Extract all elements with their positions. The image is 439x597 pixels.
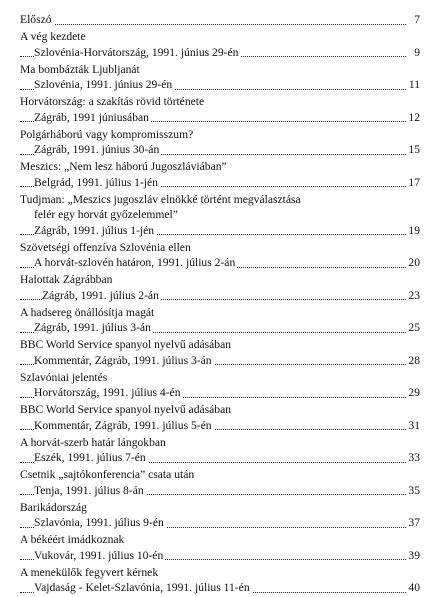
toc-entry xyxy=(20,127,420,158)
toc-entry-text: Szlavóniai jelentés xyxy=(20,370,108,384)
table-of-contents xyxy=(20,12,420,597)
toc-entry-subline xyxy=(20,110,420,126)
toc-entry-text: BBC World Service spanyol nyelvű adásában xyxy=(20,403,232,416)
toc-entry-subline xyxy=(20,483,420,499)
toc-page-number: 39 xyxy=(408,548,420,562)
toc-page-number: 23 xyxy=(408,288,420,302)
toc-page-number: 33 xyxy=(408,451,420,464)
toc-page-number: 12 xyxy=(408,110,420,124)
toc-entry-title xyxy=(20,370,420,386)
toc-entry xyxy=(20,435,420,466)
toc-page-number: 25 xyxy=(408,321,420,334)
toc-entry-subline xyxy=(20,548,420,564)
toc-entry-title xyxy=(20,127,420,143)
toc-entry-title xyxy=(20,192,420,208)
toc-entry-title xyxy=(20,337,420,353)
toc-entry-subline xyxy=(20,353,420,369)
toc-entry-subline xyxy=(20,142,420,158)
toc-entry xyxy=(20,29,420,60)
toc-entry-text: Horvátország, 1991. július 4-én xyxy=(34,386,181,399)
toc-entry-subline xyxy=(20,580,420,596)
toc-entry-text: Szlovénia, 1991. június 29-én xyxy=(34,78,173,91)
toc-entry-title xyxy=(20,467,420,483)
toc-entry-title xyxy=(20,159,420,175)
toc-page-number: 17 xyxy=(408,175,420,189)
toc-entry-text: Ma bombázták Ljubljanát xyxy=(20,62,140,76)
toc-entry-title xyxy=(20,305,420,321)
toc-entry-text: A vég kezdete xyxy=(20,30,86,43)
toc-entry-subline xyxy=(20,207,420,223)
toc-entry-text: Szlavónia, 1991. július 9-én xyxy=(34,516,164,529)
toc-entry-title xyxy=(20,272,420,288)
toc-entry-text: Előszó xyxy=(20,13,52,26)
toc-entry-text: Kommentár, Zágráb, 1991. július 3-án xyxy=(34,353,212,367)
toc-entry-text: Szlovénia-Horvátország, 1991. június 29-én xyxy=(34,45,239,59)
toc-entry-subline xyxy=(20,175,420,191)
toc-page-number: 11 xyxy=(408,78,420,91)
toc-entry xyxy=(20,159,420,190)
toc-entry-text: A horvát-szlovén határon, 1991. július 2-án xyxy=(34,256,236,269)
toc-page-number: 28 xyxy=(408,353,420,367)
toc-entry-text: Vajdaság - Kelet-Szlavónia, 1991. július 11-én xyxy=(34,581,250,594)
toc-entry-text: Tudjman: „Meszics jugoszláv elnökké történt megválasztása xyxy=(20,192,301,206)
toc-entry-subline xyxy=(20,255,420,271)
toc-entry-text: A menekülők fegyvert kérnek xyxy=(20,565,159,579)
toc-page-number: 29 xyxy=(408,386,420,399)
toc-entry-text: Zágráb, 1991. július 3-án xyxy=(34,321,151,334)
toc-entry-title xyxy=(20,532,420,548)
toc-entry-subline xyxy=(20,515,420,531)
toc-entry-text: BBC World Service spanyol nyelvű adásában xyxy=(20,338,232,351)
toc-entry-text: Kommentár, Zágráb, 1991. július 5-én xyxy=(34,418,212,432)
toc-entry-text: Vukovár, 1991. július 10-én xyxy=(34,548,164,562)
toc-entry xyxy=(20,94,420,125)
toc-entry xyxy=(20,305,420,336)
toc-entry-text: Meszics: „Nem lesz háború Jugoszláviában” xyxy=(20,160,227,173)
toc-entry xyxy=(20,402,420,433)
toc-entry-text: Zágráb, 1991 júniusában xyxy=(34,110,149,124)
toc-page-number: 19 xyxy=(408,223,420,237)
toc-entry xyxy=(20,565,420,596)
toc-entry-title xyxy=(20,500,420,516)
toc-entry-text: Halottak Zágrábban xyxy=(20,273,113,286)
toc-entry-text: felér egy horvát győzelemmel” xyxy=(34,208,178,221)
toc-page-number: 40 xyxy=(408,581,420,594)
toc-entry xyxy=(20,500,420,531)
toc-entry xyxy=(20,62,420,93)
toc-entry-text: Tenja, 1991. július 8-án xyxy=(34,483,144,497)
toc-entry-subline xyxy=(20,320,420,336)
toc-page-number: 20 xyxy=(408,256,420,269)
toc-entry-title xyxy=(20,402,420,418)
toc-entry-subline xyxy=(20,45,420,61)
toc-entry-text: Zágráb, 1991. július 2-án xyxy=(42,288,159,302)
toc-entry-text: Belgrád, 1991. július 1-jén xyxy=(34,175,158,189)
toc-entry xyxy=(20,337,420,368)
toc-entry-subline xyxy=(20,77,420,93)
toc-page-number: 31 xyxy=(408,418,420,432)
toc-entry-text: Zágráb, 1991. június 30-án xyxy=(34,143,160,156)
toc-entry-title xyxy=(20,12,420,28)
toc-entry xyxy=(20,532,420,563)
toc-entry xyxy=(20,272,420,303)
toc-page-number: 9 xyxy=(414,45,420,59)
toc-entry-text: Csetnik „sajtókonferencia” csata után xyxy=(20,468,195,481)
toc-entry-subline xyxy=(20,418,420,434)
toc-entry-title xyxy=(20,94,420,110)
toc-entry xyxy=(20,467,420,498)
toc-page-number: 37 xyxy=(408,516,420,529)
toc-entry xyxy=(20,240,420,271)
toc-entry xyxy=(20,12,420,28)
toc-entry-text: Barikádország xyxy=(20,500,87,514)
toc-entry-title xyxy=(20,62,420,78)
toc-entry xyxy=(20,370,420,401)
toc-entry-text: Polgárháború vagy kompromisszum? xyxy=(20,127,194,141)
toc-page-number: 7 xyxy=(414,13,420,26)
toc-entry-subline xyxy=(20,288,420,304)
toc-entry-text: A békéért imádkoznak xyxy=(20,533,125,546)
toc-entry-title xyxy=(20,240,420,256)
toc-entry-title xyxy=(20,435,420,451)
toc-entry-subline xyxy=(20,450,420,466)
toc-entry-text: A hadsereg önállósítja magát xyxy=(20,305,155,319)
toc-entry-subline xyxy=(20,385,420,401)
toc-entry xyxy=(20,192,420,239)
toc-entry-text: A horvát-szerb határ lángokban xyxy=(20,435,166,449)
toc-page-number: 15 xyxy=(408,143,420,156)
toc-entry-text: Szövetségi offenzíva Szlovénia ellen xyxy=(20,240,191,254)
toc-entry-text: Zágráb, 1991. július 1-jén xyxy=(34,223,155,237)
toc-entry-text: Horvátország: a szakítás rövid története xyxy=(20,95,205,108)
toc-page-number: 35 xyxy=(408,483,420,497)
toc-entry-text: Eszék, 1991. július 7-én xyxy=(34,451,146,464)
toc-entry-title xyxy=(20,29,420,45)
toc-entry-subline xyxy=(20,223,420,239)
